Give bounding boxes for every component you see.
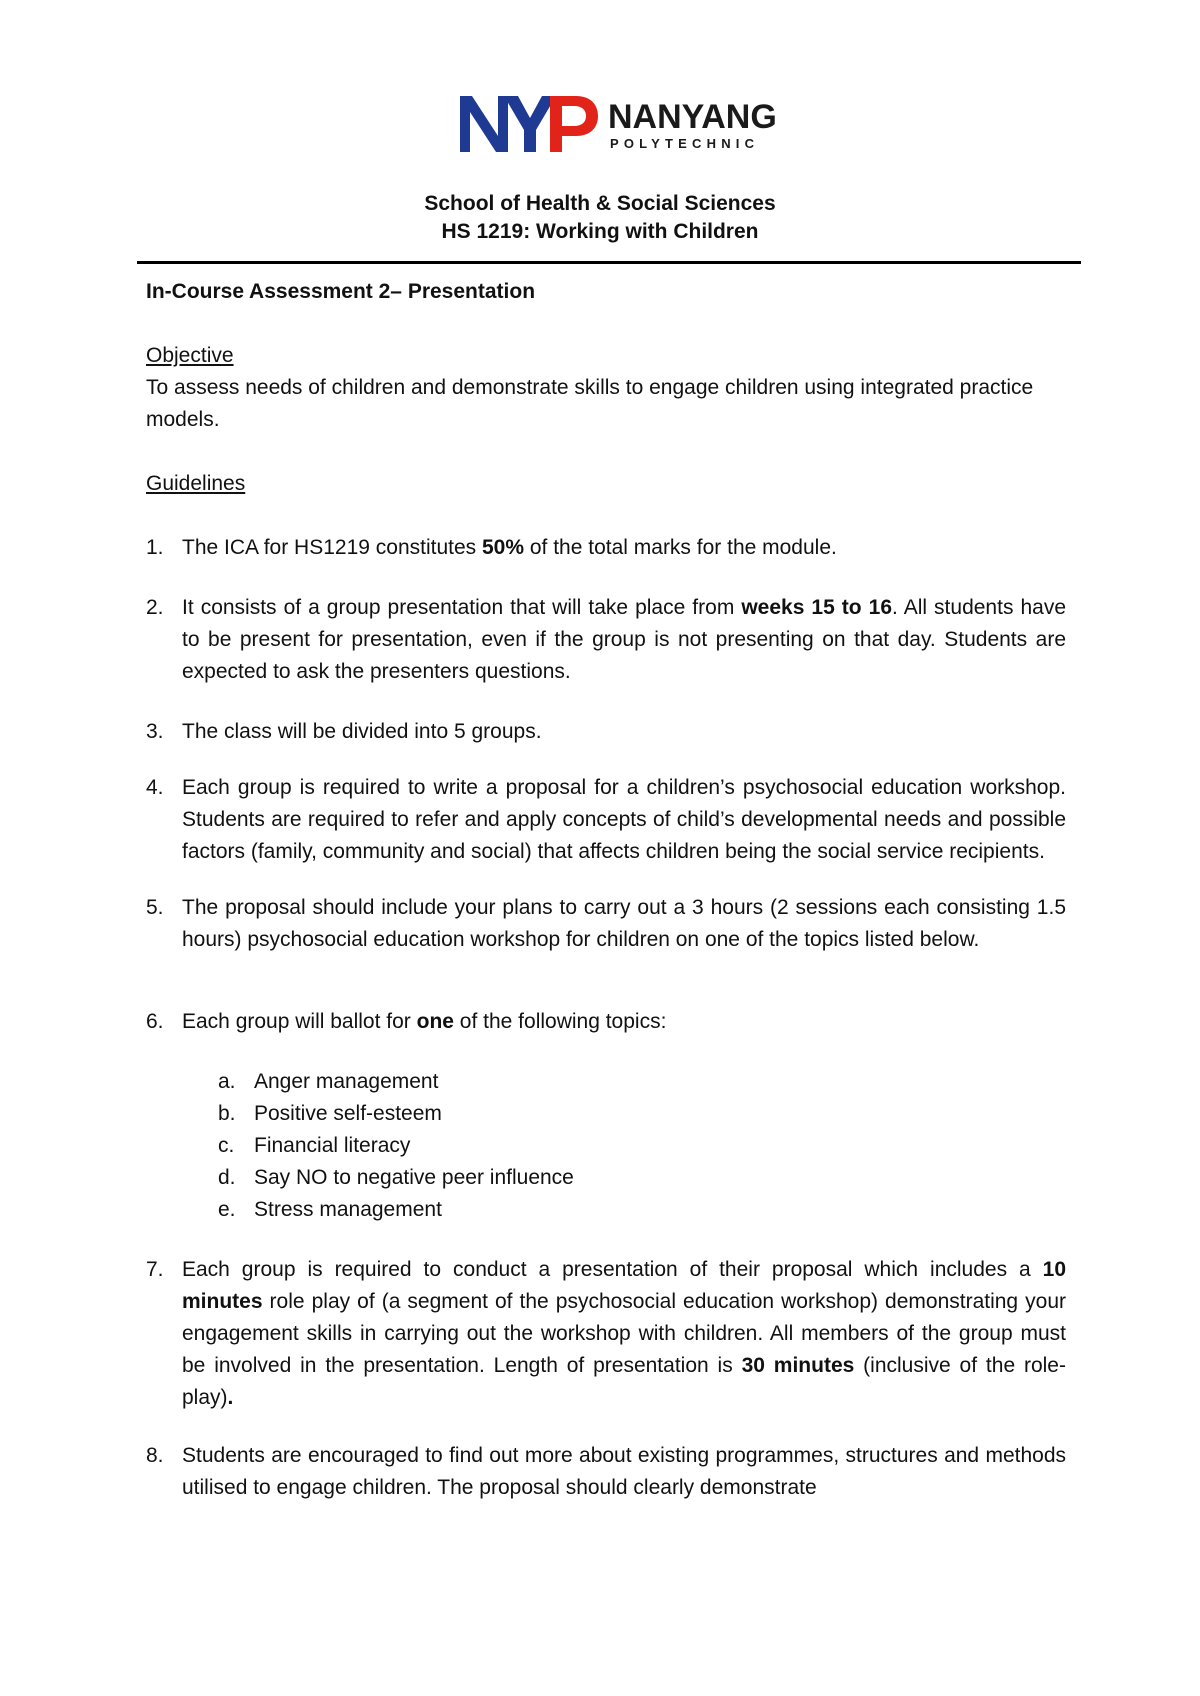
objective-text: To assess needs of children and demonstrate skills to engage children using integrated practice models. — [146, 376, 1034, 431]
guideline-text: Students are encouraged to find out more about existing programmes, structures and methods utilised to engage children. The proposal should clearly demonstrate — [182, 1444, 1066, 1499]
topic-letter: d. — [218, 1166, 236, 1189]
guideline-item — [146, 592, 1066, 688]
guideline-item — [146, 772, 1066, 868]
guideline-text: The proposal should include your plans to carry out a 3 hours (2 sessions each consisting 1.5 hours) psychosocial education workshop for children on one of the topics listed below. — [182, 896, 1066, 951]
guideline-number: 5. — [146, 896, 164, 919]
topic-item — [218, 1162, 1066, 1194]
guideline-text: It consists of a group presentation that will take place from — [182, 596, 742, 619]
guideline-text: The ICA for HS1219 constitutes — [182, 536, 482, 559]
guideline-bold: 30 minutes — [741, 1354, 855, 1377]
guideline-text: role play of (a segment of the psychosocial education workshop) demonstrating your engagement skills in carrying out the workshop with children. All members of the group must be involved in the presentation. Length of presentation is — [182, 1290, 1066, 1377]
module-title: HS 1219: Working with Children — [441, 220, 759, 243]
nyp-logo — [458, 92, 778, 158]
school-name: School of Health & Social Sciences — [424, 192, 776, 215]
guideline-number: 8. — [146, 1444, 164, 1467]
guidelines-heading: Guidelines — [146, 472, 246, 495]
guideline-item — [146, 716, 1066, 748]
guideline-bold: 10 minutes — [182, 1258, 1066, 1313]
guideline-number: 6. — [146, 1010, 164, 1033]
guideline-item — [146, 1254, 1066, 1414]
logo-name: NANYANG — [608, 98, 777, 136]
guideline-text: (inclusive of the role-play) — [182, 1354, 1066, 1409]
guideline-text: of the following topics: — [453, 1010, 667, 1033]
logo-subname: POLYTECHNIC — [610, 136, 760, 151]
guideline-number: 4. — [146, 776, 164, 799]
guideline-number: 2. — [146, 596, 164, 619]
guidelines-list — [146, 532, 1066, 1504]
guideline-number: 1. — [146, 536, 164, 559]
topic-letter: a. — [218, 1070, 236, 1093]
guideline-number: 7. — [146, 1258, 164, 1281]
guideline-bold: 50% — [482, 536, 525, 559]
guideline-item — [146, 892, 1066, 956]
topic-item — [218, 1066, 1066, 1098]
topic-item — [218, 1130, 1066, 1162]
nyp-logo-graphic — [458, 92, 778, 158]
topic-text: Financial literacy — [254, 1134, 411, 1157]
guideline-text: Each group will ballot for — [182, 1010, 417, 1033]
guideline-text: . All students have to be present for presentation, even if the group is not presenting on that day. Students are expected to ask the presenters questions. — [182, 596, 1067, 683]
guideline-item — [146, 1006, 1066, 1038]
topic-letter: e. — [218, 1198, 236, 1221]
objective-heading: Objective — [146, 344, 234, 367]
header-divider — [137, 261, 1081, 264]
guideline-text: Each group is required to write a proposal for a children’s psychosocial education workshop. Students are required to refer and apply concepts of child’s developmental needs and possible factors (family, community and social) that affects children being the social service recipients. — [182, 776, 1066, 863]
topic-text: Positive self-esteem — [254, 1102, 442, 1125]
guideline-text: of the total marks for the module. — [524, 536, 837, 559]
guideline-number: 3. — [146, 720, 164, 743]
guideline-text: The class will be divided into 5 groups. — [182, 720, 542, 743]
guideline-text: Each group is required to conduct a presentation of their proposal which includes a — [182, 1258, 1043, 1281]
topic-text: Anger management — [254, 1070, 439, 1093]
guideline-item — [146, 532, 1066, 564]
topics-list — [146, 1066, 1066, 1226]
topic-letter: b. — [218, 1102, 236, 1125]
guideline-item — [146, 1440, 1066, 1504]
topic-letter: c. — [218, 1134, 235, 1157]
topic-item — [218, 1194, 1066, 1226]
topic-item — [218, 1098, 1066, 1130]
guideline-bold: . — [227, 1386, 234, 1409]
topic-text: Stress management — [254, 1198, 442, 1221]
guideline-bold: weeks 15 to 16 — [741, 596, 892, 619]
guideline-bold: one — [416, 1010, 454, 1033]
document-body — [146, 276, 1066, 1504]
topic-text: Say NO to negative peer influence — [254, 1166, 574, 1189]
assessment-title: In-Course Assessment 2– Presentation — [146, 280, 536, 303]
